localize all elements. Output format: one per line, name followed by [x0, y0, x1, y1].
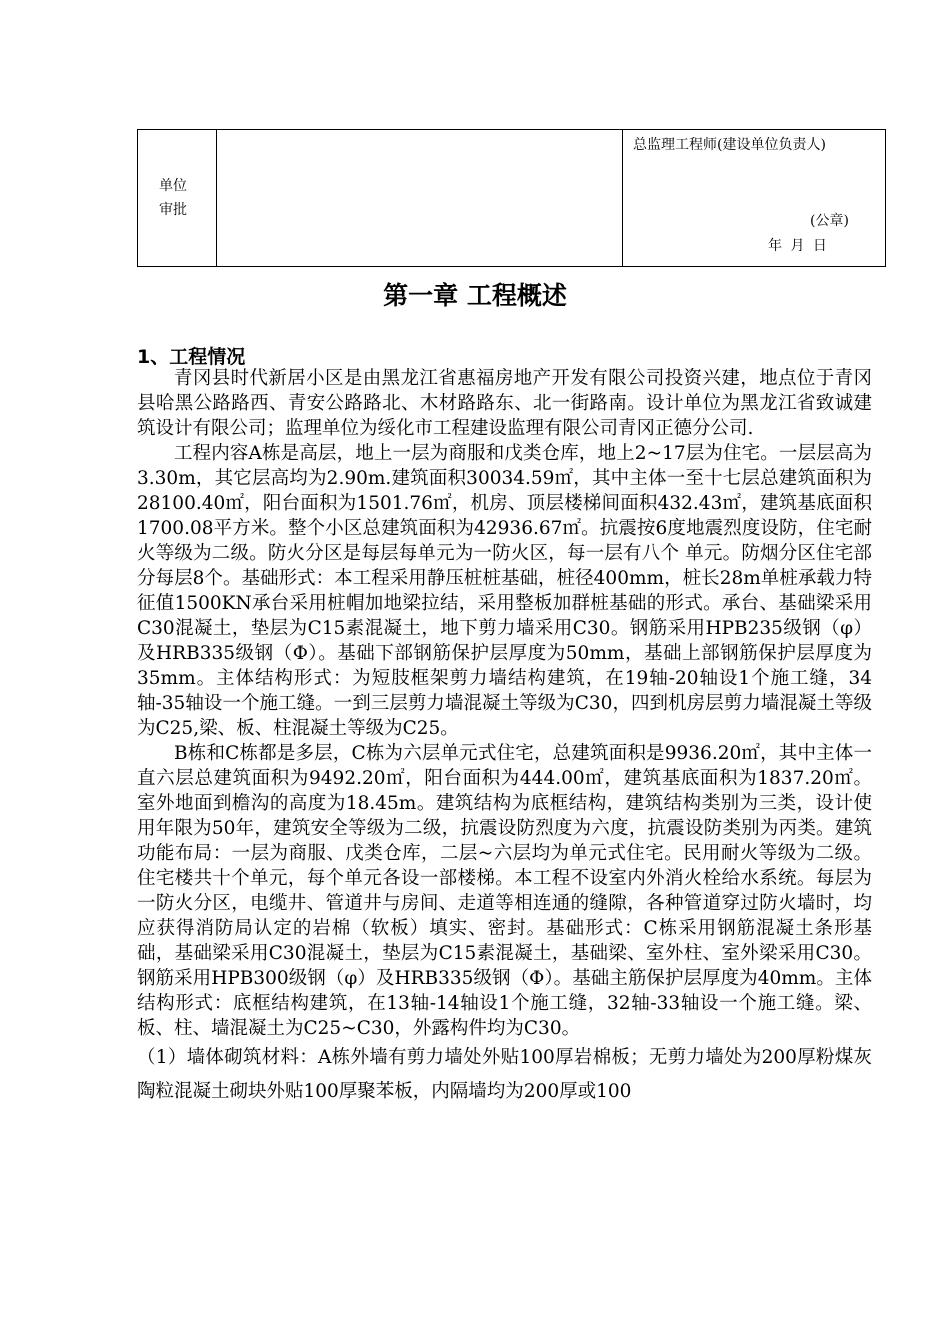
- chief-supervisor-label: 总监理工程师(建设单位负责人): [633, 137, 826, 153]
- paragraph-building-a: 工程内容A栋是高层，地上一层为商服和戊类仓库，地上2~17层为住宅。一层层高为3.30m，其它层高均为2.90m.建筑面积30034.59㎡，其中主体一至十七层总建筑面积为28100.40㎡，阳台面积为1501.76㎡，机房、顶层楼梯间面积432.43㎡，建筑基底面积1700.08平方米。整个小区总建筑面积为42936.67㎡。抗震按6度地震烈度设防，住宅耐火等级为二级。防火分区是每层每单元为一防火区，每一层有八个 单元。防烟分区住宅部分每层8个。基础形式：本工程采用静压桩桩基础，桩径400mm，桩长28m单桩承载力特征值1500KN承台采用桩帽加地梁拉结，采用整板加群桩基础的形式。承台、基础梁采用C30混凝土，垫层为C15素混凝土，地下剪力墙采用C30。钢筋采用HPB235级钢（φ）及HRB335级钢（Φ）。基础下部钢筋保护层厚度为50mm，基础上部钢筋保护层厚度为35mm。主体结构形式：为短肢框架剪力墙结构建筑，在19轴-20轴设1个施工缝，34轴-35轴设一个施工缝。一到三层剪力墙混凝土等级为C30，四到机房层剪力墙混凝土等级为C25,梁、板、柱混凝土等级为C25。: [137, 443, 872, 739]
- paragraph-wall-materials: （1）墙体砌筑材料：A栋外墙有剪力墙处外贴100厚岩棉板；无剪力墙处为200厚粉煤灰陶粒混凝土砌块外贴100厚聚苯板，内隔墙均为200厚或100: [137, 1047, 872, 1102]
- unit-label-line2: 审批: [159, 202, 187, 218]
- signature-cell: [623, 130, 886, 267]
- approval-opinion-cell: [217, 130, 623, 267]
- unit-approval-label-cell: [138, 130, 217, 267]
- chapter-title: 第一章 工程概述: [383, 281, 567, 310]
- section-heading: 1、工程情况: [137, 346, 246, 368]
- paragraph-building-bc: B栋和C栋都是多层，C栋为六层单元式住宅，总建筑面积是9936.20㎡，其中主体一直六层总建筑面积为9492.20㎡，阳台面积为444.00㎡，建筑基底面积为1837.20㎡。室外地面到檐沟的高度为18.45m。建筑结构为底框结构，建筑结构类别为三类，设计使用年限为50年，建筑安全等级为二级，抗震设防烈度为六度，抗震设防类别为丙类。建筑功能布局：一层为商服、戊类仓库，二层~六层均为单元式住宅。民用耐火等级为二级。住宅楼共十个单元，每个单元各设一部楼梯。本工程不设室内外消火栓给水系统。每层为一防火分区，电缆井、管道井与房间、走道等相连通的缝隙，各种管道穿过防火墙时，均应获得消防局认定的岩棉（软板）填实、密封。基础形式：C栋采用钢筋混凝土条形基础，基础梁采用C30混凝土，垫层为C15素混凝土，基础梁、室外柱、室外梁采用C30。钢筋采用HPB300级钢（φ）及HRB335级钢（Φ）。基础主筋保护层厚度为40mm。主体结构形式：底框结构建筑，在13轴-14轴设1个施工缝，32轴-33轴设一个施工缝。梁、板、柱、墙混凝土为C25~C30，外露构件均为C30。: [137, 743, 872, 1039]
- date-label: 年 月 日: [768, 238, 829, 254]
- seal-label: (公章): [810, 213, 849, 229]
- approval-table: [137, 129, 886, 267]
- unit-label-line1: 单位: [159, 178, 187, 194]
- section-body: [137, 366, 872, 1109]
- paragraph-project-intro: 青冈县时代新居小区是由黑龙江省惠福房地产开发有限公司投资兴建，地点位于青冈县哈黑公路路西、青安公路路北、木材路路东、北一街路南。设计单位为黑龙江省致诚建筑设计有限公司；监理单位为绥化市工程建设监理有限公司青冈正德分公司.: [137, 368, 872, 439]
